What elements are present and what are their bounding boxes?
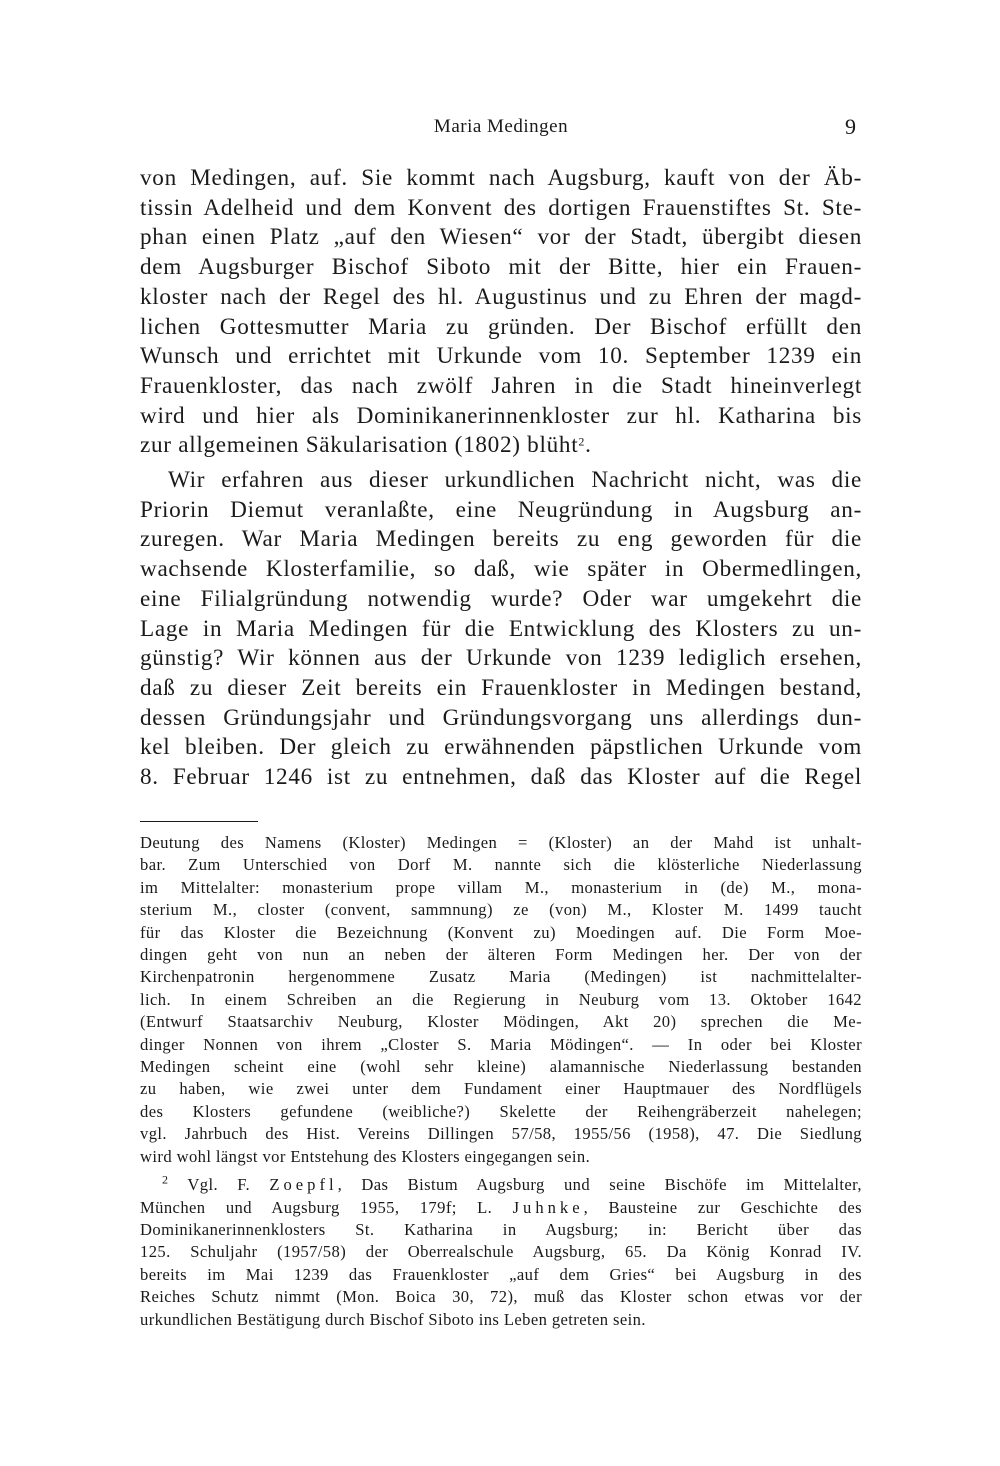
text-line: wachsende Klosterfamilie, so daß, wie später in Obermedlingen, bbox=[140, 556, 862, 583]
footnote-1 bbox=[140, 832, 862, 1168]
text-fragment: München und Augsburg 1955, 179f; L. bbox=[140, 1197, 493, 1217]
text-fragment: . bbox=[585, 432, 592, 459]
text-line: kloster nach der Regel des hl. Augustinus und zu Ehren der magd- bbox=[140, 283, 862, 310]
footnote-line bbox=[140, 1197, 862, 1219]
footnote-line: 125. Schuljahr (1957/58) der Oberrealschule Augsburg, 65. Da König Konrad IV. bbox=[140, 1242, 862, 1262]
text-line: Wunsch und errichtet mit Urkunde vom 10. September 1239 ein bbox=[140, 343, 862, 370]
author-name: Zoepfl bbox=[269, 1175, 338, 1195]
text-line: eine Filialgründung notwendig wurde? Oder war umgekehrt die bbox=[140, 585, 862, 612]
footnote-number: 2 bbox=[162, 1172, 169, 1187]
text-line: phan einen Platz „auf den Wiesen“ vor der Stadt, übergibt diesen bbox=[140, 224, 862, 251]
footnote-divider bbox=[140, 821, 258, 822]
text-line: zuregen. War Maria Medingen bereits zu eng geworden für die bbox=[140, 526, 862, 553]
text-line: dem Augsburger Bischof Siboto mit der Bitte, hier ein Frauen- bbox=[140, 254, 862, 281]
text-line: lichen Gottesmutter Maria zu gründen. Der Bischof erfüllt den bbox=[140, 313, 862, 340]
text-line: von Medingen, auf. Sie kommt nach Augsburg, kauft von der Äb- bbox=[140, 165, 862, 191]
footnote-marker: 2 bbox=[578, 434, 586, 449]
footnote-line: urkundlichen Bestätigung durch Bischof Siboto ins Leben getreten sein. bbox=[140, 1309, 646, 1329]
footnote-line: wird wohl längst vor Entstehung des Klosters eingegangen sein. bbox=[140, 1146, 591, 1166]
text-line: Priorin Diemut veranlaßte, eine Neugründung in Augsburg an- bbox=[140, 496, 862, 523]
footnote-line: Reiches Schutz nimmt (Mon. Boica 30, 72), muß das Kloster schon etwas vor der bbox=[140, 1287, 862, 1307]
text-fragment: , Bausteine zur Geschichte des bbox=[583, 1197, 862, 1217]
text-line: 8. Februar 1246 ist zu entnehmen, daß das Kloster auf die Regel bbox=[140, 764, 862, 791]
text-fragment: Vgl. F. bbox=[187, 1175, 251, 1195]
text-line: günstig? Wir können aus der Urkunde von 1239 lediglich ersehen, bbox=[140, 645, 862, 672]
footnote-line: Kirchenpatronin hergenommene Zusatz Maria (Medingen) ist nachmittelalter- bbox=[140, 967, 862, 987]
text-fragment: , Das Bistum Augsburg und seine Bischöfe im Mittelalter, bbox=[337, 1175, 862, 1195]
paragraph-1 bbox=[140, 164, 862, 461]
text-fragment: zur allgemeinen Säkularisation (1802) blüht bbox=[140, 432, 579, 459]
footnote-line: lich. In einem Schreiben an die Regierung in Neuburg vom 13. Oktober 1642 bbox=[140, 989, 862, 1009]
footnote-line: für das Kloster die Bezeichnung (Konvent zu) Moedingen auf. Die Form Moe- bbox=[140, 922, 862, 942]
text-line-last bbox=[140, 431, 862, 461]
text-line: Wir erfahren aus dieser urkundlichen Nachricht nicht, was die bbox=[168, 467, 862, 494]
footnote-line: dinger Nonnen von ihrem „Closter S. Maria Mödingen“. — In oder bei Kloster bbox=[140, 1034, 862, 1054]
footnote-line: bereits im Mai 1239 das Frauenkloster „auf dem Gries“ bei Augsburg in des bbox=[140, 1264, 862, 1284]
footnote-line: vgl. Jahrbuch des Hist. Vereins Dillingen 57/58, 1955/56 (1958), 47. Die Siedlung bbox=[140, 1124, 862, 1144]
footnote-2 bbox=[140, 1174, 862, 1331]
footnote-line bbox=[140, 1174, 862, 1196]
running-head bbox=[140, 116, 862, 142]
footnote-line: des Klosters gefundene (weibliche?) Skelette der Reihengräberzeit nahelegen; bbox=[140, 1101, 862, 1121]
paragraph-2 bbox=[140, 466, 862, 793]
text-line: dessen Gründungsjahr und Gründungsvorgang uns allerdings dun- bbox=[140, 704, 862, 731]
footnote-line: Medingen scheint eine (wohl sehr kleine) alamannische Niederlassung bestanden bbox=[140, 1057, 862, 1077]
footnote-line: im Mittelalter: monasterium prope villam M., monasterium in (de) M., mona- bbox=[140, 877, 862, 897]
running-title: Maria Medingen bbox=[433, 116, 569, 137]
text-line: tissin Adelheid und dem Konvent des dortigen Frauenstiftes St. Ste- bbox=[140, 194, 862, 221]
footnote-line: zu haben, wie zwei unter dem Fundament einer Hauptmauer des Nordflügels bbox=[140, 1079, 862, 1099]
footnote-line: Dominikanerinnenklosters St. Katharina in Augsburg; in: Bericht über das bbox=[140, 1219, 862, 1239]
footnote-line: sterium M., closter (convent, sammnung) ze (von) M., Kloster M. 1499 taucht bbox=[140, 900, 862, 920]
footnote-line: bar. Zum Unterschied von Dorf M. nannte sich die klösterliche Niederlassung bbox=[140, 855, 862, 875]
author-name: Juhnke bbox=[512, 1197, 584, 1217]
footnote-line: Deutung des Namens (Kloster) Medingen = (Kloster) an der Mahd ist unhalt- bbox=[140, 833, 862, 852]
text-line: daß zu dieser Zeit bereits ein Frauenkloster in Medingen bestand, bbox=[140, 674, 862, 701]
footnote-line: (Entwurf Staatsarchiv Neuburg, Kloster Mödingen, Akt 20) sprechen die Me- bbox=[140, 1012, 862, 1032]
page-number: 9 bbox=[845, 114, 856, 139]
text-line: Frauenkloster, das nach zwölf Jahren in die Stadt hineinverlegt bbox=[140, 372, 862, 399]
footnotes bbox=[140, 832, 862, 1331]
text-line: Lage in Maria Medingen für die Entwicklung des Klosters zu un- bbox=[140, 615, 862, 642]
text-line: wird und hier als Dominikanerinnenkloster zur hl. Katharina bis bbox=[140, 402, 862, 429]
footnote-line: dingen geht von nun an neben der älteren Form Medingen her. Der von der bbox=[140, 945, 862, 965]
text-line: kel bleiben. Der gleich zu erwähnenden päpstlichen Urkunde vom bbox=[140, 734, 862, 761]
body-text bbox=[140, 164, 862, 793]
